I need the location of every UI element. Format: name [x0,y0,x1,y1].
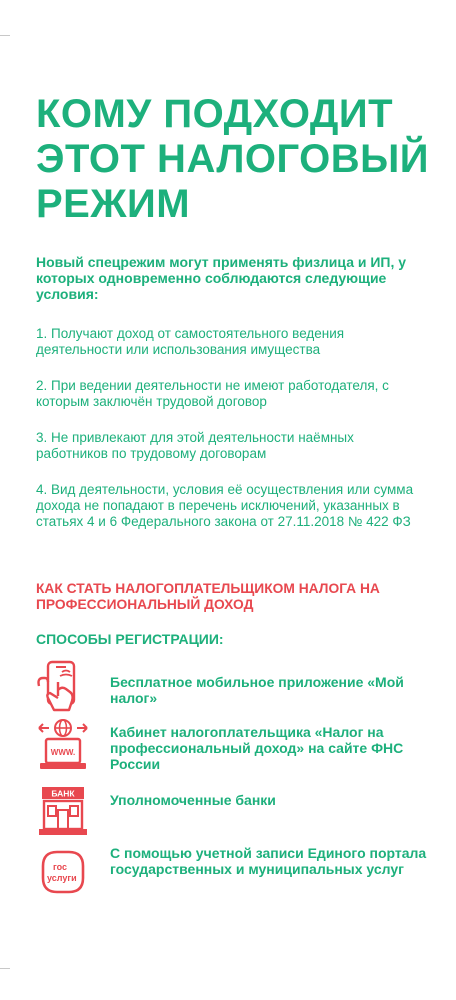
gosuslugi-label-gos: гос [53,862,68,872]
crop-mark-bottom [0,968,10,969]
registration-method-fns-cabinet: Кабинет налогоплательщика «Налог на профессиональный доход» на сайте ФНС России [110,724,404,772]
www-label: WWW. [50,748,76,757]
condition-item: 3. Не привлекают для этой деятельности наёмных работников по трудовому договорам [36,430,354,461]
registration-method-app: Бесплатное мобильное приложение «Мой налог» [110,674,404,706]
condition-item: 1. Получают доход от самостоятельного ведения деятельности или использования имущества [36,326,345,357]
lead-paragraph: Новый спецрежим могут применять физлица и ИП, у которых одновременно соблюдаются следующие условия: [36,254,407,302]
condition-item: 2. При ведении деятельности не имеют работодателя, с которым заключён трудовой договор [36,378,389,409]
bank-building-icon [36,784,90,838]
computer-www-icon [36,718,90,772]
registration-method-banks: Уполномоченные банки [110,792,276,808]
gosuslugi-logo-icon [36,846,90,900]
page-title: КОМУ ПОДХОДИТ ЭТОТ НАЛОГОВЫЙ РЕЖИМ [36,92,430,226]
condition-item: 4. Вид деятельности, условия её осуществления или сумма дохода не попадают в перечень исключений, указанных в статьях 4 и 6 Федерального закона от 27.11.2018 № 422 ФЗ [36,482,414,529]
how-to-become-heading: КАК СТАТЬ НАЛОГОПЛАТЕЛЬЩИКОМ НАЛОГА НА ПРОФЕССИОНАЛЬНЫЙ ДОХОД [36,581,380,612]
smartphone-hand-icon [36,660,90,714]
crop-mark-top [0,35,10,36]
bank-label: БАНК [51,788,75,799]
gosuslugi-label-uslugi: услуги [47,873,77,883]
registration-method-gosuslugi: С помощью учетной записи Единого портала государственных и муниципальных услуг [110,845,427,877]
registration-heading: СПОСОБЫ РЕГИСТРАЦИИ: [36,631,224,647]
